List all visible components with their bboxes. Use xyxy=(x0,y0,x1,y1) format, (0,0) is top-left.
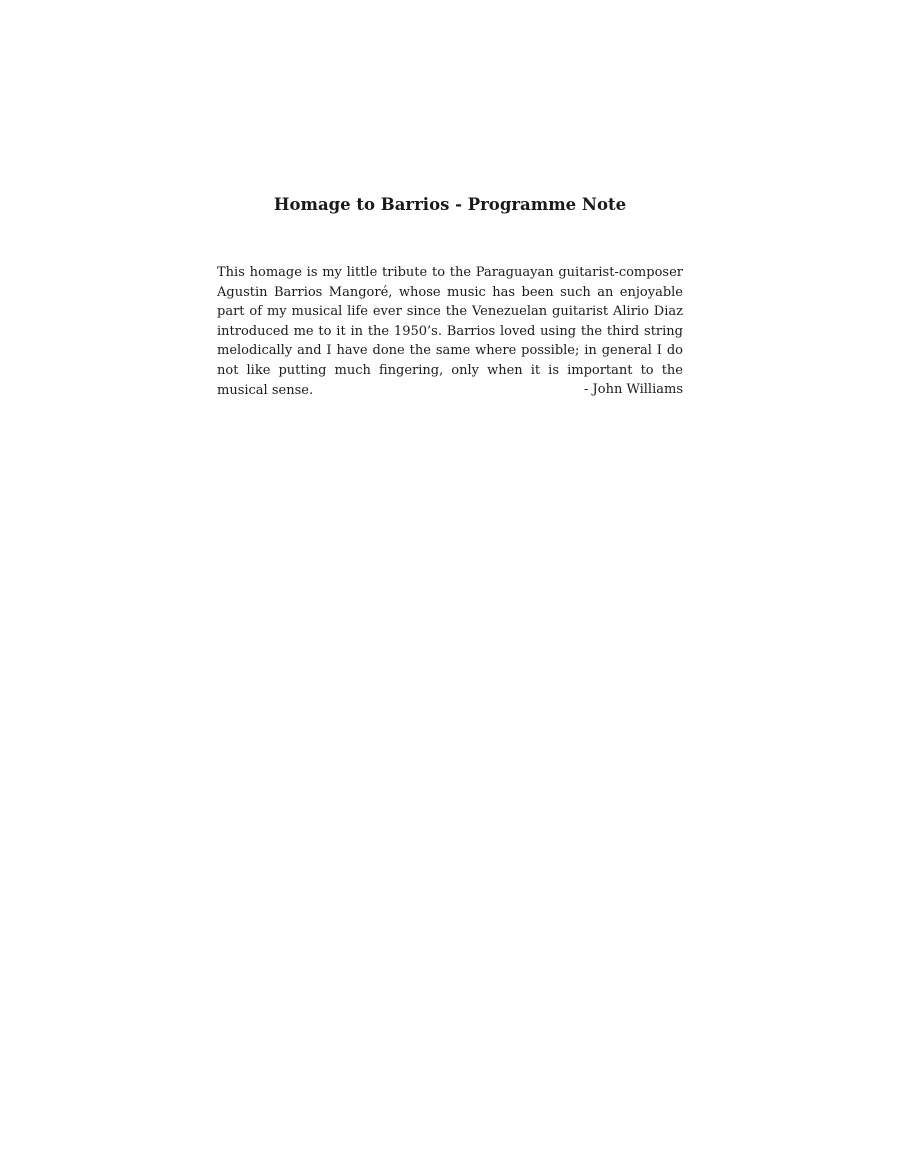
page-title: Homage to Barrios - Programme Note xyxy=(273,195,627,214)
programme-note-paragraph: This homage is my little tribute to the Paraguayan guitarist-composer Agustin Barrios Mangoré, whose music has been such an enjoyable part of my musical life ever since the Venezuelan guitarist Alirio Diaz introduced me to it in the 1950’s. Barrios loved using the third string melodically and I have done the same where possible; in general I do not like putting much fingering, only when it is important to the musical sense. xyxy=(217,265,683,398)
author-signature: - John Williams xyxy=(584,382,683,397)
